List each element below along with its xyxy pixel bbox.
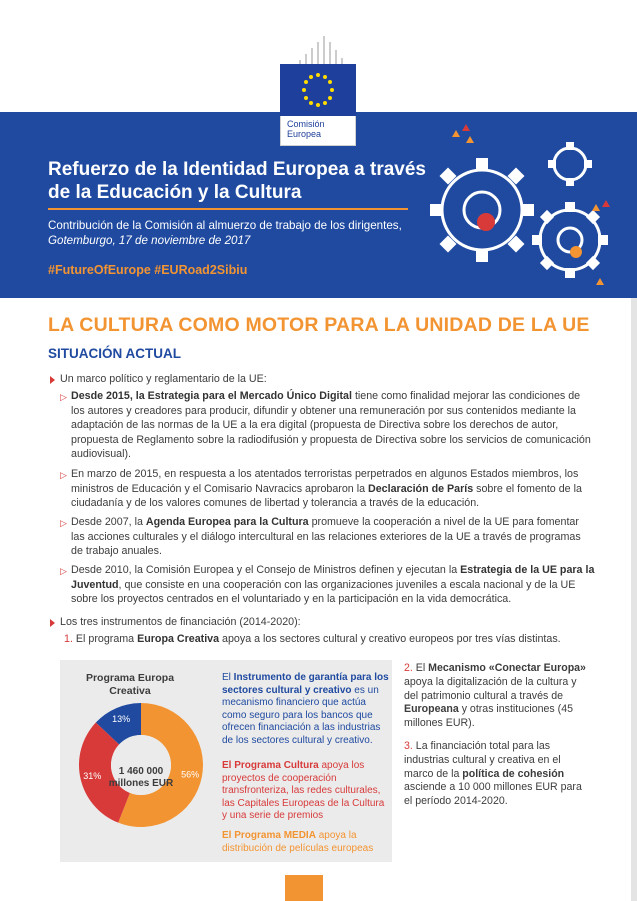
list-item: [71, 515, 595, 559]
open-triangle-icon: ▷: [60, 566, 67, 576]
footer-accent: [285, 875, 323, 901]
guarantee-bold: Instrumento de garantía para los sectores cultural y creativo: [222, 672, 389, 696]
list-item: [71, 467, 595, 511]
subtitle-place: Gotemburgo, 17 de noviembre de 2017: [48, 234, 251, 247]
item-text: sobre el fomento de la ciudadanía y de los valores comunes de libertad y tolerancia a través de la educación.: [71, 482, 582, 510]
item-text: tiene como finalidad mejorar las condiciones de los autores y creadores para producir, difundir y obtener una remuneración por sus contenidos mediante la adaptación de las normas de la UE a la era digital (propuesta de Directiva sobre los derechos de autor, propuesta de Reglamento sobre la radiodifusión y propuesta de Directiva sobre los servicios de comunicación audiovisual).: [71, 390, 591, 461]
instrument-pre: El: [415, 662, 429, 674]
chart-title: Programa Europa Creativa: [85, 672, 175, 697]
instrument-3: [404, 740, 590, 809]
instrument-num: 1.: [64, 633, 73, 645]
instrument-bold: Europa Creativa: [137, 633, 220, 645]
logo-line-1: Comisión: [287, 119, 325, 129]
open-triangle-icon: ▷: [60, 470, 67, 480]
media-description: [222, 830, 392, 855]
instrument-text-2: y otras instituciones (45 millones EUR).: [404, 703, 573, 730]
instrument-num: 2.: [404, 662, 413, 674]
open-triangle-icon: ▷: [60, 392, 67, 402]
funding-donut-chart: [76, 700, 206, 830]
subtitle-text: Contribución de la Comisión al almuerzo de trabajo de los dirigentes,: [48, 219, 402, 232]
item-bold: Estrategia de la UE para la Juventud: [71, 564, 595, 591]
instrument-text: apoya la digitalización de la cultura y del patrimonio cultural a través de: [404, 675, 577, 702]
instrument-bold: Mecanismo «Conectar Europa»: [428, 662, 586, 674]
item-bold: Agenda Europea para la Cultura: [145, 516, 309, 528]
instrument-bold-2: Europeana: [404, 703, 459, 716]
donut-slice-label: 13%: [112, 714, 131, 725]
item-text: , que consiste en una cooperación con las organizaciones juveniles a escala nacional y de la UE sobre los proyectos centrados en el voluntariado y en la participación en la vida democrática.: [71, 578, 576, 606]
instrument-text: asciende a 10 000 millones EUR para el período 2014-2020.: [404, 781, 582, 808]
culture-bold: El Programa Cultura: [222, 760, 319, 771]
main-heading: LA CULTURA COMO MOTOR PARA LA UNIDAD DE LA UE: [48, 314, 590, 336]
culture-text: apoya los proyectos de cooperación transfronteriza, las redes culturales, las Capitales Europeas de la Cultura y una serie de premios: [222, 760, 385, 822]
item-bold: Declaración de París: [368, 482, 474, 495]
item-bold: Desde 2015, la Estrategia para el Mercado Único Digital: [71, 390, 352, 402]
instrument-text: apoya a los sectores cultural y creativo europeos por tres vías distintas.: [219, 633, 561, 645]
guarantee-pre: El: [222, 672, 234, 683]
open-triangle-icon: ▷: [60, 518, 67, 528]
culture-description: [222, 760, 392, 823]
item-pre: En marzo de 2015, en respuesta a los atentados terroristas perpetrados en algunos Estados miembros, los ministros de Educación y el Comisario Navracics aprobaron la: [71, 468, 579, 495]
instrument-bold: política de cohesión: [462, 767, 565, 780]
instruments-intro: Los tres instrumentos de financiación (2014-2020):: [60, 616, 301, 628]
donut-slice-label: 56%: [181, 769, 200, 780]
title-divider: [48, 208, 408, 210]
chart-center-label: 1 460 000 millones EUR: [108, 766, 174, 789]
instrument-1: [64, 632, 594, 647]
gears-illustration: [420, 118, 620, 296]
item-text: promueve la cooperación a nivel de la UE para fomentar las acciones culturales y el diálogo intercultural en las relaciones exteriores de la UE a través de programas de trabajo anuales.: [71, 516, 581, 558]
bullet-icon: [50, 376, 55, 384]
page-title: Refuerzo de la Identidad Europea a través de la Educación y la Cultura: [48, 159, 426, 203]
guarantee-text: es un mecanismo financiero que actúa como seguro para los bancos que ofrecen financiación a las industrias de los sectores cultural y creativo.: [222, 684, 381, 746]
instrument-2: [404, 662, 590, 731]
logo-line-2: Europea: [287, 129, 322, 139]
page-subtitle: [48, 218, 428, 248]
section-heading: SITUACIÓN ACTUAL: [48, 346, 181, 361]
guarantee-description: [222, 672, 392, 748]
list-item: [71, 563, 595, 607]
media-text: apoya la distribución de películas europeas: [222, 830, 374, 854]
instrument-num: 3.: [404, 740, 413, 752]
instrument-pre: La financiación total para las industrias cultural y creativa en el marco de la: [404, 740, 561, 780]
donut-slice-label: 31%: [83, 770, 102, 781]
eu-logo: [280, 36, 358, 146]
intro-text: Un marco político y reglamentario de la UE:: [60, 373, 267, 385]
list-item: [71, 389, 595, 462]
eu-flag-icon: [280, 64, 356, 116]
media-bold: El Programa MEDIA: [222, 830, 316, 841]
instrument-pre: El programa: [75, 633, 138, 645]
item-pre: Desde 2010, la Comisión Europea y el Consejo de Ministros definen y ejecutan la: [71, 564, 461, 576]
bullet-icon: [50, 619, 55, 627]
hashtags: #FutureOfEurope #EURoad2Sibiu: [48, 263, 248, 277]
item-pre: Desde 2007, la: [71, 516, 146, 528]
